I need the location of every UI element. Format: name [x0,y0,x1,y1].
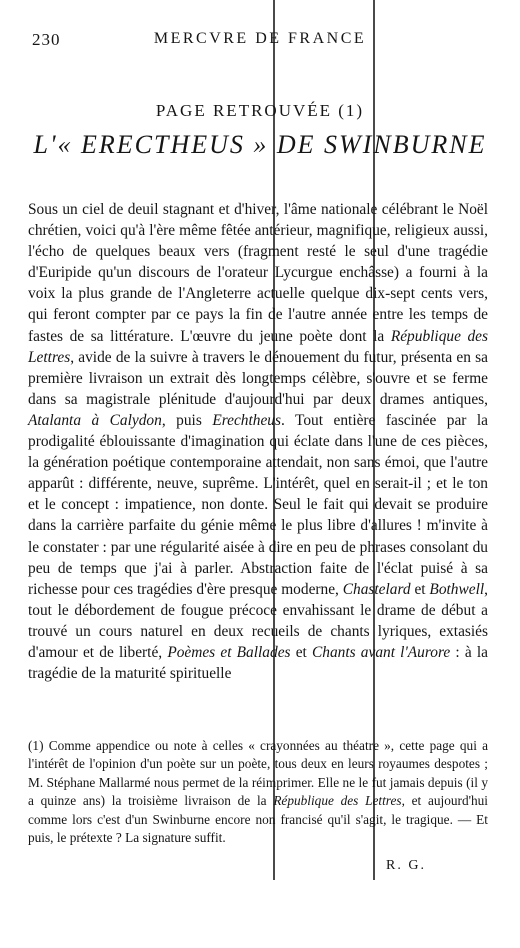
italic-title-span: Chastelard [342,580,411,598]
text-span: , tout le débordement de fougue précoce envahissant le drame de début a trouvé un cours naturel en deux recueils de chants lyriques, extasiés d'amour et de liberté, [28,580,488,661]
text-span: . Tout entière fascinée par la prodigalité éblouissante d'imagination qui éclate dans l'une de ces pièces, la génération poétique contemporaine attendait, non sans émoi, que l'autre apparût : différente, neuve, suprême. L'intérêt, quel en serait-il ; et le ton et le concept : impatience, non donte. Seul le fait qui devait se produire dans la carrière parfaite du génie même le plus libre d'allures ! m'invite à le constater : par une régularité aisée à dire en peu de phrases consolant du peu de temps que j'ai à parler. Abstraction faite de l'éclat puisé à sa richesse pour ces tragédies d'ère presque moderne, [28,411,488,598]
italic-title-span: République des Lettres [28,327,488,366]
page-number: 230 [32,30,61,49]
text-span: Sous un ciel de deuil stagnant et d'hiver, l'âme nationale célébrant le Noël chrétien, voici qu'à l'ère même fêtée antérieur, magnifique, religieux aussi, l'écho de quelques beaux vers (fragment resté le seul d'une tragédie d'Euripide qu'un discours de l'orateur Lycurgue enchâsse) a fourni à la voix la plus grande de l'Angleterre actuelle quelque dix-sept cents vers, qui feront compter par ce pays la fin de l'autre année entre les temps de fastes de sa littérature. L'œuvre du jeune poète dont la [28,201,488,345]
section-rubric: PAGE RETROUVÉE (1) [155,101,365,120]
article-title: L'« ERECTHEUS » DE SWINBURNE [33,130,487,159]
text-span: , avide de la suivre à travers le dénouement du futur, présenta en sa première livraison un extrait dès longtemps célèbre, s'ouvre et se ferme dans sa magistrale plénitude d'aujourd'hui par deux drames antiques, [28,348,488,408]
article-body [28,199,488,684]
italic-title-span: Erechtheus [212,411,281,429]
text-span: , puis [161,411,213,429]
italic-title-span: Poèmes et Ballades [167,643,291,661]
text-span: et [290,643,312,661]
footnote [28,737,488,847]
italic-title-span: Bothwell [429,580,485,598]
running-head [32,30,488,50]
text-span: : à la tragédie de la maturité spirituelle [28,643,488,683]
italic-title-span: Atalanta à Calydon [28,411,162,429]
journal-title: MERCVRE DE FRANCE [153,30,367,47]
text-span: , et aujourd'hui comme lors c'est d'un Swinburne encore non francisé qu'il s'agit, le tragique. — Et puis, le prétexte ? La signature suffit. [28,793,489,846]
signature: R. G. [386,858,426,873]
text-span: et [410,580,430,598]
text-span: (1) Comme appendice ou note à celles « crayonnées au théatre », cette page qui a l'intérêt de l'opinion d'un poète sur un poète, tous deux en leurs royaumes despotes ; M. Stéphane Mallarmé nous permet de la réimprimer. Elle ne le fut jamais depuis (il y a quinze ans) la troisième livraison de la [28,738,488,809]
italic-title-span: République des Lettres [273,793,402,809]
italic-title-span: Chants avant l'Aurore [312,643,451,661]
